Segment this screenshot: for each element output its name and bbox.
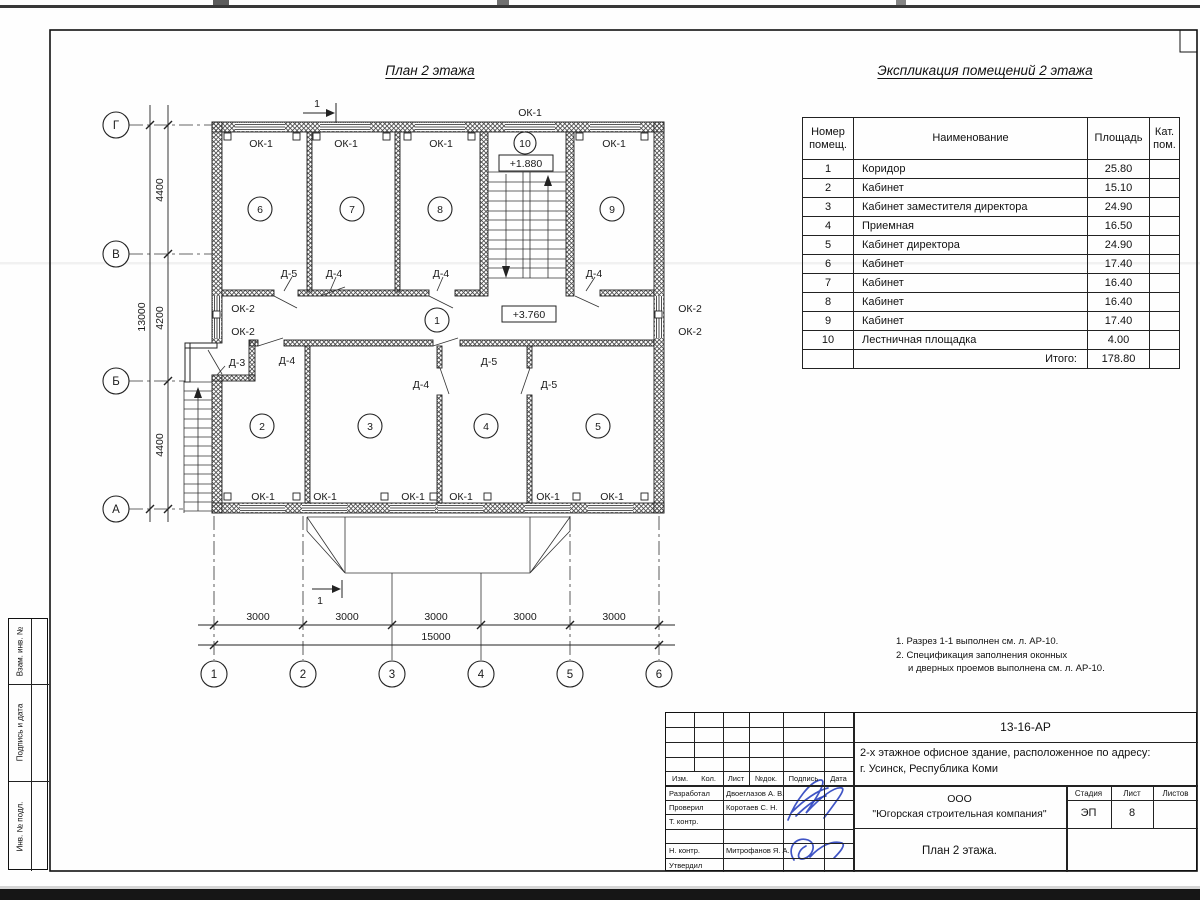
dim-bay: 3000	[602, 611, 626, 623]
door-label-d4: Д-4	[325, 268, 343, 280]
room-name: Кабинет	[854, 255, 1088, 274]
entrance-canopy	[307, 517, 570, 620]
room-4: 4	[483, 421, 489, 433]
table-row	[803, 198, 1180, 217]
name-ncontrol: Митрофанов Я. А.	[726, 846, 790, 855]
axis-6: 6	[655, 669, 663, 681]
axis-5: 5	[566, 669, 574, 681]
room-num: 6	[803, 255, 854, 274]
sheets-label: Листов	[1162, 789, 1189, 798]
doc-code: 13-16-АР	[1000, 720, 1051, 734]
schedule-total-row	[803, 350, 1180, 369]
room-1: 1	[434, 315, 440, 327]
room-name: Кабинет заместителя директора	[854, 198, 1088, 217]
table-row	[803, 274, 1180, 293]
section-mark-label: 1	[317, 595, 323, 607]
table-row	[803, 255, 1180, 274]
table-row	[803, 331, 1180, 350]
room-cat	[1150, 331, 1180, 350]
window-labels	[228, 107, 702, 503]
table-row	[803, 179, 1180, 198]
window-label-ok1: ОК-1	[251, 491, 275, 503]
room-name: Коридор	[854, 160, 1088, 179]
project-description-line2: г. Усинск, Республика Коми	[860, 763, 999, 775]
axis-lines	[129, 125, 659, 660]
room-num: 8	[803, 293, 854, 312]
window-label-ok2: ОК-2	[231, 303, 255, 315]
floor-plan	[103, 98, 702, 687]
org-name-line2: "Югорская строительная компания"	[872, 808, 1047, 820]
axis-1: 1	[210, 669, 218, 681]
walls	[185, 122, 664, 513]
room-cat	[1150, 274, 1180, 293]
room-name: Кабинет	[854, 293, 1088, 312]
dim-total-height: 13000	[136, 302, 148, 332]
room-name: Кабинет директора	[854, 236, 1088, 255]
door-label-d4: Д-4	[278, 355, 296, 367]
room-area: 25.80	[1088, 160, 1150, 179]
dimensions-left	[136, 105, 172, 522]
room-num: 9	[803, 312, 854, 331]
name-developed: Двоеглазов А. В.	[726, 789, 785, 798]
door-label-d5: Д-5	[480, 356, 498, 368]
schedule-header-row	[803, 118, 1180, 160]
dim-v1: 4400	[154, 178, 166, 202]
window-label-ok1: ОК-1	[600, 491, 624, 503]
room-num: 10	[803, 331, 854, 350]
room-area: 16.50	[1088, 217, 1150, 236]
dim-bay: 3000	[335, 611, 359, 623]
role-developed: Разработал	[669, 789, 710, 798]
table-row	[803, 236, 1180, 255]
window-label-ok2: ОК-2	[678, 326, 702, 338]
room-cat	[1150, 217, 1180, 236]
org-name-line1: ООО	[947, 793, 972, 805]
room-6: 6	[257, 204, 263, 216]
col-list: Лист	[727, 774, 745, 783]
window-label-ok2: ОК-2	[231, 326, 255, 338]
window-label-ok1: ОК-1	[313, 491, 337, 503]
axis-bubbles	[103, 112, 672, 687]
room-cat	[1150, 160, 1180, 179]
role-ncontrol: Н. контр.	[669, 846, 700, 855]
room-name: Кабинет	[854, 274, 1088, 293]
col-header-cat: Кат. пом.	[1150, 118, 1180, 160]
table-row	[803, 160, 1180, 179]
table-row	[803, 312, 1180, 331]
room-name: Приемная	[854, 217, 1088, 236]
room-area: 4.00	[1088, 331, 1150, 350]
door-label-d4: Д-4	[432, 268, 450, 280]
axis-2: 2	[299, 669, 307, 681]
col-kol: Кол.	[701, 774, 716, 783]
col-date: Дата	[830, 774, 847, 783]
room-area: 16.40	[1088, 274, 1150, 293]
col-header-area: Площадь	[1088, 118, 1150, 160]
dimensions-bottom	[198, 611, 675, 649]
room-area: 17.40	[1088, 312, 1150, 331]
role-tcontrol: Т. контр.	[669, 817, 699, 826]
room-name: Лестничная площадка	[854, 331, 1088, 350]
total-area: 178.80	[1088, 350, 1150, 369]
room-cat	[1150, 293, 1180, 312]
room-num: 7	[803, 274, 854, 293]
room-7: 7	[349, 204, 355, 216]
dim-bay: 3000	[424, 611, 448, 623]
room-num: 2	[803, 179, 854, 198]
title-block	[665, 712, 1197, 871]
room-cat	[1150, 312, 1180, 331]
window-label-ok1: ОК-1	[518, 107, 542, 119]
strip-inv-podl: Инв. № подл.	[15, 801, 25, 851]
strip-vzam-inv: Взам. инв. №	[15, 626, 25, 677]
door-label-d3: Д-3	[228, 357, 246, 369]
room-num: 3	[803, 198, 854, 217]
room-10: 10	[519, 138, 531, 150]
drawing-title: План 2 этажа.	[922, 845, 997, 857]
room-num: 1	[803, 160, 854, 179]
door-label-d5: Д-5	[280, 268, 298, 280]
note-line: 2. Спецификация заполнения оконных	[896, 649, 1068, 661]
strip-podpis-data: Подпись и дата	[15, 703, 25, 762]
room-num: 5	[803, 236, 854, 255]
role-checked: Проверил	[669, 803, 704, 812]
room-9: 9	[609, 204, 615, 216]
room-name: Кабинет	[854, 179, 1088, 198]
axis-3: 3	[388, 669, 396, 681]
room-area: 15.10	[1088, 179, 1150, 198]
axis-a: А	[112, 504, 120, 516]
axis-4: 4	[477, 669, 485, 681]
total-label: Итого:	[854, 350, 1088, 369]
col-header-name: Наименование	[854, 118, 1088, 160]
window-label-ok1: ОК-1	[449, 491, 473, 503]
table-row	[803, 217, 1180, 236]
window-label-ok1: ОК-1	[401, 491, 425, 503]
room-8: 8	[437, 204, 443, 216]
dim-v3: 4400	[154, 433, 166, 457]
room-num: 4	[803, 217, 854, 236]
dim-bay: 3000	[513, 611, 537, 623]
window-label-ok1: ОК-1	[536, 491, 560, 503]
room-schedule	[802, 117, 1180, 369]
dim-bay: 3000	[246, 611, 270, 623]
window-label-ok2: ОК-2	[678, 303, 702, 315]
door-label-d5: Д-5	[540, 379, 558, 391]
room-5: 5	[595, 421, 601, 433]
axis-b: Б	[112, 376, 120, 388]
room-2: 2	[259, 421, 265, 433]
room-area: 24.90	[1088, 198, 1150, 217]
col-sign: Подпись	[788, 774, 819, 783]
room-3: 3	[367, 421, 373, 433]
axis-v: В	[112, 249, 120, 261]
stage-value: ЭП	[1080, 807, 1097, 819]
room-area: 17.40	[1088, 255, 1150, 274]
window-label-ok1: ОК-1	[249, 138, 273, 150]
room-name: Кабинет	[854, 312, 1088, 331]
window-label-ok1: ОК-1	[602, 138, 626, 150]
notes	[896, 635, 1105, 676]
plan-title: План 2 этажа	[385, 63, 475, 78]
dim-v2: 4200	[154, 306, 166, 330]
section-mark-label: 1	[314, 98, 320, 110]
note-line: 1. Разрез 1-1 выполнен см. л. АР-10.	[896, 636, 1059, 647]
room-area: 24.90	[1088, 236, 1150, 255]
sheet-label: Лист	[1123, 789, 1141, 798]
room-cat	[1150, 236, 1180, 255]
door-labels	[229, 268, 603, 391]
axis-g: Г	[112, 120, 120, 132]
room-area: 16.40	[1088, 293, 1150, 312]
level-mark-stairs: +1.880	[509, 158, 543, 170]
schedule-title: Экспликация помещений 2 этажа	[877, 63, 1093, 78]
window-label-ok1: ОК-1	[334, 138, 358, 150]
col-izm: Изм.	[671, 774, 689, 783]
table-row	[803, 293, 1180, 312]
window-label-ok1: ОК-1	[429, 138, 453, 150]
dim-total-width: 15000	[421, 631, 451, 643]
col-header-num: Номер помещ.	[803, 118, 854, 160]
door-label-d4: Д-4	[412, 379, 430, 391]
room-cat	[1150, 179, 1180, 198]
name-checked: Коротаев С. Н.	[726, 803, 778, 812]
stair-exterior	[184, 381, 212, 513]
level-mark-corridor: +3.760	[512, 309, 546, 321]
sheet-number: 8	[1128, 807, 1136, 819]
room-cat	[1150, 198, 1180, 217]
margin-strip	[8, 618, 48, 870]
project-description-line1: 2-х этажное офисное здание, расположенное по адресу:	[860, 747, 1151, 759]
role-approved: Утвердил	[669, 861, 703, 870]
stage-label: Стадия	[1074, 789, 1103, 798]
room-cat	[1150, 255, 1180, 274]
note-line: и дверных проемов выполнена см. л. АР-10.	[908, 663, 1105, 674]
door-label-d4: Д-4	[585, 268, 603, 280]
col-ndoc: №док.	[755, 774, 777, 783]
